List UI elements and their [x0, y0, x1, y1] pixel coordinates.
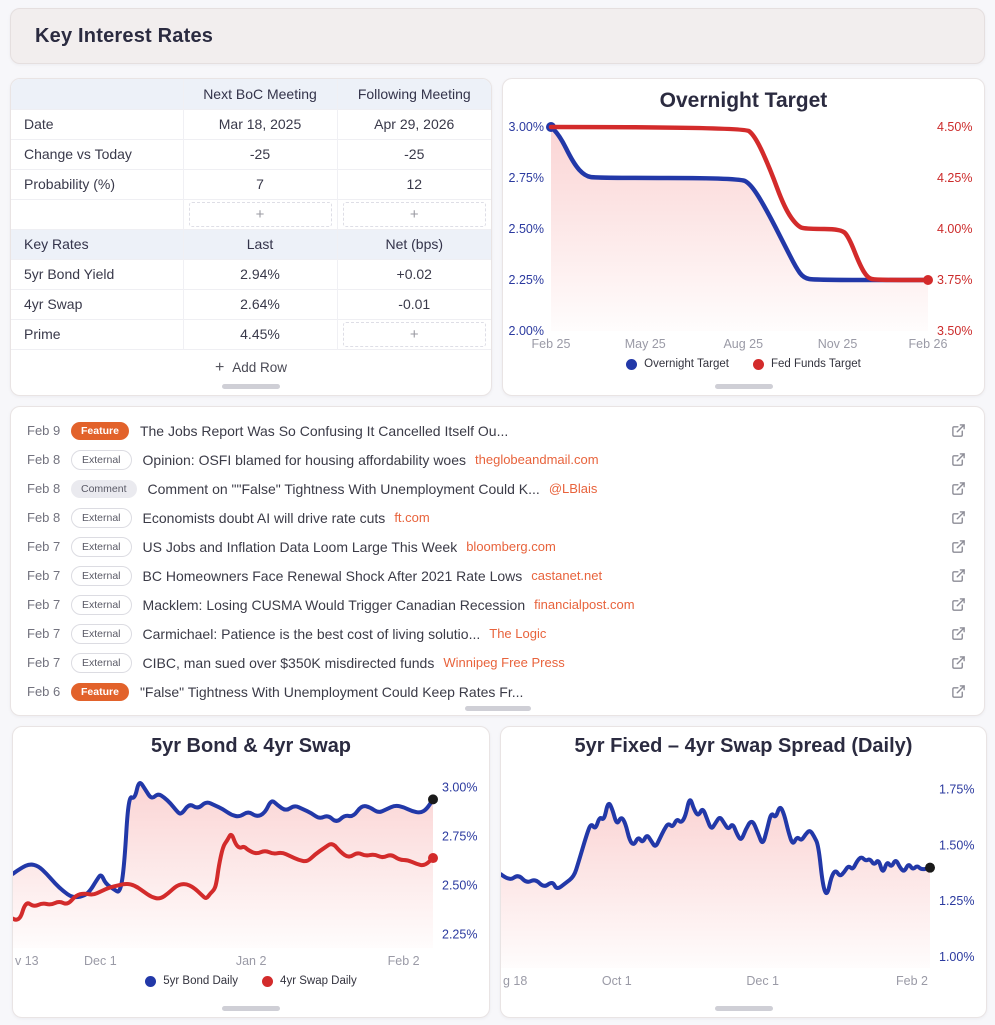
swap-last-value: 2.64% [183, 289, 337, 319]
legend-label: Fed Funds Target [770, 358, 861, 370]
news-list-item [11, 648, 984, 677]
news-badge: External [71, 653, 132, 673]
external-link-icon[interactable] [951, 684, 966, 699]
news-list-item [11, 677, 984, 706]
scrollbar-handle[interactable] [222, 384, 280, 389]
add-value-cell[interactable] [343, 322, 487, 347]
table-row [11, 169, 491, 199]
legend-label: 5yr Bond Daily [163, 975, 239, 987]
news-date: Feb 8 [27, 452, 61, 467]
table-row [11, 139, 491, 169]
svg-text:3.75%: 3.75% [937, 273, 973, 287]
news-source-link[interactable]: bloomberg.com [466, 539, 556, 554]
news-title-link[interactable]: Opinion: OSFI blamed for housing affordability woes [142, 451, 467, 468]
row-label: 5yr Bond Yield [24, 266, 115, 282]
svg-text:Nov 25: Nov 25 [817, 337, 858, 351]
svg-text:Dec 1: Dec 1 [84, 954, 117, 968]
page-header [10, 8, 985, 64]
table-row [11, 289, 491, 319]
external-link-icon[interactable] [951, 452, 966, 467]
svg-text:g 18: g 18 [503, 974, 528, 988]
news-date: Feb 9 [27, 423, 61, 438]
news-date: Feb 7 [27, 539, 61, 554]
svg-text:1.50%: 1.50% [939, 838, 975, 853]
chart-title: 5yr Fixed – 4yr Swap Spread (Daily) [574, 735, 913, 757]
external-link-icon[interactable] [951, 539, 966, 554]
svg-text:Feb 2: Feb 2 [895, 974, 928, 988]
change-next-value: -25 [183, 139, 337, 169]
col-net-bps: Net (bps) [337, 229, 491, 259]
news-list-item [11, 590, 984, 619]
plus-icon: + [409, 325, 419, 343]
key-rates-header-row [11, 229, 491, 259]
empty-header-cell [11, 79, 183, 109]
table-row [11, 259, 491, 289]
add-value-cell[interactable] [189, 202, 332, 227]
svg-text:2.75%: 2.75% [442, 829, 478, 844]
col-key-rates: Key Rates [11, 229, 183, 259]
svg-text:2.25%: 2.25% [442, 927, 478, 942]
news-title-link[interactable]: "False" Tightness With Unemployment Could Keep Rates Fr... [139, 683, 524, 700]
legend-item [145, 975, 238, 987]
news-source-link[interactable]: Winnipeg Free Press [443, 655, 565, 670]
legend-dot-icon [262, 976, 273, 987]
bond-net-value: +0.02 [337, 259, 491, 289]
svg-text:2.50%: 2.50% [508, 222, 544, 236]
row-label: Probability (%) [24, 176, 116, 192]
external-link-icon[interactable] [951, 510, 966, 525]
meetings-table [11, 79, 491, 350]
news-date: Feb 8 [27, 510, 61, 525]
svg-text:4.50%: 4.50% [937, 120, 973, 134]
svg-text:Aug 25: Aug 25 [723, 337, 764, 351]
svg-text:1.25%: 1.25% [939, 894, 975, 909]
news-list-item [11, 445, 984, 474]
svg-text:May 25: May 25 [624, 337, 666, 351]
svg-text:Dec 1: Dec 1 [746, 974, 780, 988]
bond-last-value: 2.94% [183, 259, 337, 289]
table-header-row [11, 79, 491, 109]
change-following-value: -25 [337, 139, 491, 169]
svg-text:1.00%: 1.00% [939, 949, 975, 964]
external-link-icon[interactable] [951, 597, 966, 612]
plus-icon: + [255, 205, 265, 223]
svg-text:Oct 1: Oct 1 [601, 974, 632, 988]
news-list-item [11, 503, 984, 532]
external-link-icon[interactable] [951, 626, 966, 641]
plus-icon: + [214, 358, 225, 376]
news-list-item [11, 416, 984, 445]
news-title-link[interactable]: Economists doubt AI will drive rate cuts [142, 509, 386, 526]
col-following-meeting: Following Meeting [337, 79, 491, 109]
news-date: Feb 7 [27, 626, 61, 641]
svg-text:1.75%: 1.75% [939, 782, 975, 797]
table-row-add-placeholder [11, 199, 491, 229]
rates-table-card [10, 78, 492, 396]
news-title-link[interactable]: US Jobs and Inflation Data Loom Large This Week [142, 538, 458, 555]
news-feed-list [11, 407, 984, 706]
col-last: Last [183, 229, 337, 259]
scrollbar-handle[interactable] [222, 1006, 280, 1011]
probability-following-value: 12 [337, 169, 491, 199]
svg-text:Feb 26: Feb 26 [908, 337, 948, 351]
svg-text:Jan 2: Jan 2 [235, 954, 267, 968]
svg-text:3.50%: 3.50% [937, 324, 973, 338]
row-label: Prime [24, 326, 61, 342]
svg-text:4.00%: 4.00% [937, 222, 973, 236]
news-badge: External [71, 537, 132, 557]
row-label: Date [24, 116, 54, 132]
plus-icon: + [409, 205, 419, 223]
news-date: Feb 7 [27, 568, 61, 583]
news-badge: External [71, 566, 132, 586]
svg-text:4.25%: 4.25% [937, 171, 973, 185]
chart-title: Overnight Target [659, 89, 828, 112]
svg-text:2.50%: 2.50% [442, 878, 478, 893]
add-row-button[interactable] [11, 350, 491, 386]
date-next-value: Mar 18, 2025 [183, 109, 337, 139]
bond-swap-chart [13, 760, 489, 972]
swap-net-value: -0.01 [337, 289, 491, 319]
news-date: Feb 7 [27, 655, 61, 670]
news-list-item [11, 561, 984, 590]
news-badge: Feature [71, 422, 129, 440]
row-label: 4yr Swap [24, 296, 83, 312]
swap-spread-card [500, 726, 987, 1018]
legend-label: 4yr Swap Daily [280, 975, 357, 987]
legend-dot-icon [626, 359, 637, 370]
scrollbar-handle[interactable] [715, 384, 773, 389]
news-date: Feb 7 [27, 597, 61, 612]
overnight-target-card [502, 78, 985, 396]
chart-legend [13, 972, 489, 990]
news-title-link[interactable]: Comment on ""False" Tightness With Unemployment Could K... [147, 480, 540, 497]
news-badge: External [71, 595, 132, 615]
legend-dot-icon [753, 359, 764, 370]
add-value-cell[interactable] [343, 202, 487, 227]
news-title-link[interactable]: The Jobs Report Was So Confusing It Cancelled Itself Ou... [139, 422, 509, 439]
legend-dot-icon [145, 976, 156, 987]
svg-text:3.00%: 3.00% [442, 780, 478, 795]
probability-next-value: 7 [183, 169, 337, 199]
col-next-meeting: Next BoC Meeting [183, 79, 337, 109]
external-link-icon[interactable] [951, 423, 966, 438]
legend-item [262, 975, 357, 987]
add-row-label: Add Row [232, 360, 288, 375]
page-title: Key Interest Rates [35, 24, 214, 47]
scrollbar-handle[interactable] [465, 706, 531, 711]
news-date: Feb 6 [27, 684, 61, 699]
chart-title: 5yr Bond & 4yr Swap [150, 735, 352, 757]
prime-last-value: 4.45% [183, 319, 337, 349]
news-badge: Comment [71, 480, 137, 498]
news-title-link[interactable]: Macklem: Losing CUSMA Would Trigger Canadian Recession [142, 596, 526, 613]
svg-text:2.00%: 2.00% [508, 324, 544, 338]
external-link-icon[interactable] [951, 481, 966, 496]
chart-legend [503, 355, 984, 373]
svg-text:2.75%: 2.75% [508, 171, 544, 185]
svg-text:Feb 2: Feb 2 [387, 954, 420, 968]
news-title-link[interactable]: Carmichael: Patience is the best cost of living solutio... [142, 625, 481, 642]
news-list-item [11, 619, 984, 648]
svg-text:3.00%: 3.00% [508, 120, 544, 134]
news-badge: External [71, 450, 132, 470]
svg-text:Feb 25: Feb 25 [531, 337, 571, 351]
table-row [11, 319, 491, 349]
news-title-link[interactable]: BC Homeowners Face Renewal Shock After 2021 Rate Lows [142, 567, 523, 584]
news-source-link[interactable]: The Logic [489, 626, 547, 641]
news-source-link[interactable]: @LBlais [548, 481, 598, 496]
news-badge: Feature [71, 683, 129, 701]
news-feed-card [10, 406, 985, 716]
news-badge: External [71, 508, 132, 528]
overnight-target-chart [503, 115, 984, 355]
legend-label: Overnight Target [644, 358, 729, 370]
news-source-link[interactable]: ft.com [394, 510, 430, 525]
table-row [11, 109, 491, 139]
external-link-icon[interactable] [951, 568, 966, 583]
external-link-icon[interactable] [951, 655, 966, 670]
date-following-value: Apr 29, 2026 [337, 109, 491, 139]
legend-item [753, 358, 861, 370]
svg-text:2.25%: 2.25% [508, 273, 544, 287]
legend-item [626, 358, 729, 370]
scrollbar-handle[interactable] [715, 1006, 773, 1011]
news-source-link[interactable]: theglobeandmail.com [475, 452, 599, 467]
news-title-link[interactable]: CIBC, man sued over $350K misdirected funds [142, 654, 435, 671]
news-source-link[interactable]: castanet.net [531, 568, 603, 583]
row-label: Change vs Today [24, 146, 132, 162]
swap-spread-chart [501, 762, 986, 992]
news-list-item [11, 532, 984, 561]
news-date: Feb 8 [27, 481, 61, 496]
news-badge: External [71, 624, 132, 644]
svg-text:v 13: v 13 [15, 954, 39, 968]
bond-swap-card [12, 726, 490, 1018]
news-source-link[interactable]: financialpost.com [534, 597, 635, 612]
news-list-item [11, 474, 984, 503]
